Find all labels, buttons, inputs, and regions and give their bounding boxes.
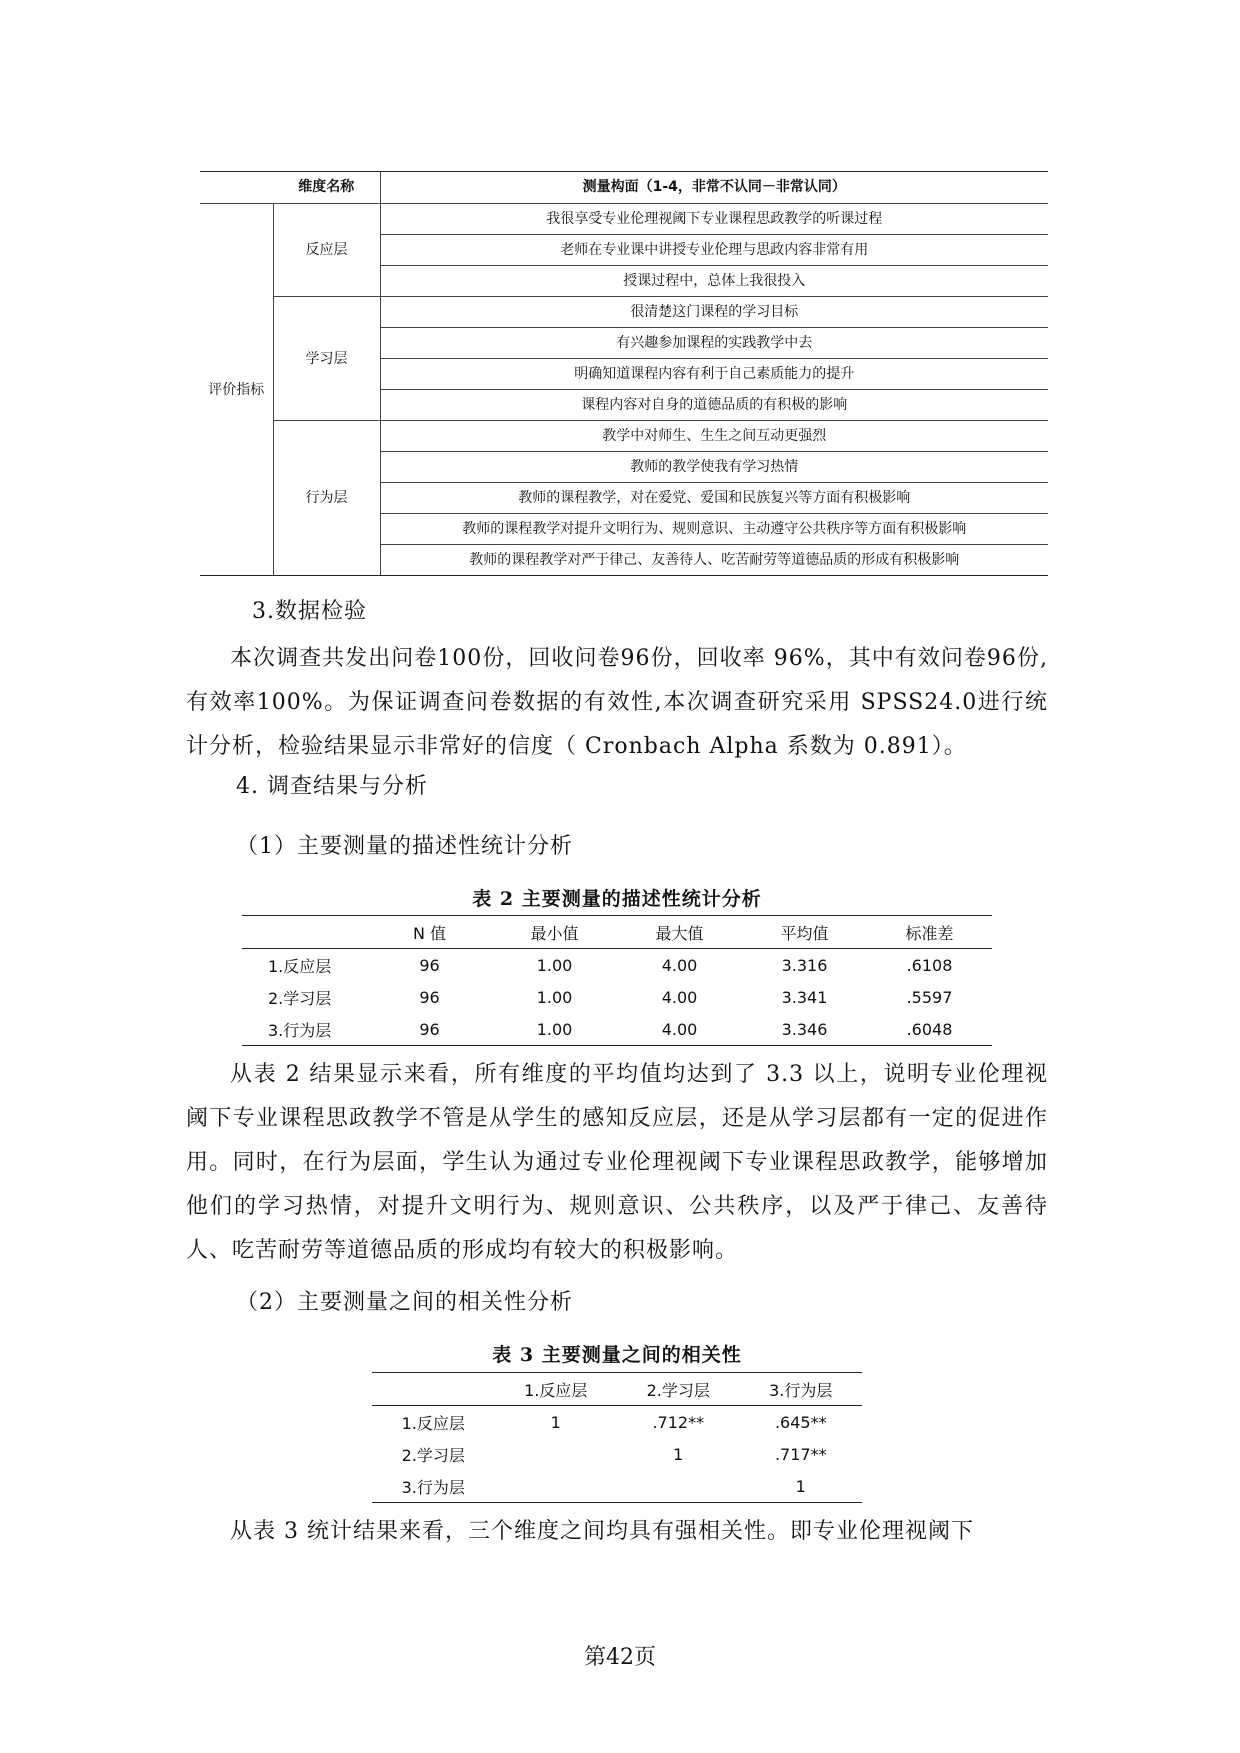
table1-item: 教学中对师生、生生之间互动更强烈 [380, 421, 1048, 452]
table2-header: 标准差 [867, 916, 992, 949]
table1-header-items: 测量构面（1-4，非常不认同－非常认同） [380, 172, 1048, 204]
table2-cell: 3.行为层 [242, 1013, 367, 1046]
table3-cell: 1 [550, 1412, 561, 1432]
table3-cell [495, 1438, 618, 1470]
table2-cell: .6108 [906, 955, 953, 975]
section-heading-data-check: 3.数据检验 [252, 599, 367, 624]
table2-header: 最大值 [617, 916, 742, 949]
table2-header: 平均值 [742, 916, 867, 949]
subheading-descriptive: （1）主要测量的描述性统计分析 [236, 834, 573, 859]
table2-header: N 值 [367, 916, 492, 949]
table1-item: 教师的课程教学，对在爱党、爱国和民族复兴等方面有积极影响 [380, 483, 1048, 514]
table2-cell: 3.341 [781, 987, 828, 1007]
table1-item: 教师的课程教学对提升文明行为、规则意识、主动遵守公共秩序等方面有积极影响 [380, 514, 1048, 545]
table1-item: 明确知道课程内容有利于自己素质能力的提升 [380, 359, 1048, 390]
table2-cell: 3.346 [742, 1013, 867, 1046]
table3-cell [617, 1470, 740, 1503]
page-number: 第42页 [584, 1645, 656, 1670]
correlation-table [372, 1372, 862, 1503]
table3-cell: 1.反应层 [401, 1413, 465, 1433]
descriptive-stats-table [242, 915, 992, 1046]
table1-item: 我很享受专业伦理视阈下专业课程思政教学的听课过程 [380, 204, 1048, 235]
table2-cell: 96 [419, 955, 440, 975]
table2-cell: 1.反应层 [268, 956, 332, 976]
table2-header [242, 916, 367, 949]
table1-dimension-learning: 学习层 [273, 297, 380, 421]
table1-item: 有兴趣参加课程的实践教学中去 [380, 328, 1048, 359]
table2-cell: 96 [367, 1013, 492, 1046]
table3-cell: .717** [774, 1444, 827, 1464]
table3-cell: 3.行为层 [372, 1470, 495, 1503]
table2-cell: 96 [419, 987, 440, 1007]
table2-cell: .6048 [867, 1013, 992, 1046]
table1-indicator-cell: 评价指标 [200, 204, 273, 576]
table1-header-empty [200, 172, 273, 204]
table3-cell: 1 [673, 1444, 684, 1464]
table1-dimension-reaction: 反应层 [273, 204, 380, 297]
table3-header: 1.反应层 [495, 1373, 618, 1406]
table1-item: 教师的教学使我有学习热情 [380, 452, 1048, 483]
table3-cell [495, 1470, 618, 1503]
evaluation-indicator-table [200, 171, 1048, 576]
table3-header: 3.行为层 [740, 1373, 863, 1406]
table-row [242, 949, 992, 982]
table1-item: 授课过程中，总体上我很投入 [380, 266, 1048, 297]
table3-cell: 2.学习层 [401, 1445, 465, 1465]
table2-cell: 1.00 [536, 955, 573, 975]
table1-item: 课程内容对自身的道德品质的有积极的影响 [380, 390, 1048, 421]
table-row [242, 981, 992, 1013]
table-row [372, 1406, 862, 1439]
table3-header: 2.学习层 [617, 1373, 740, 1406]
table2-cell: 4.00 [661, 955, 698, 975]
table3-cell: .712** [652, 1412, 705, 1432]
table-row [242, 1013, 992, 1046]
table2-cell: 4.00 [617, 1013, 742, 1046]
table1-dimension-behavior: 行为层 [273, 421, 380, 576]
table3-header [372, 1373, 495, 1406]
table3-cell: .645** [774, 1412, 827, 1432]
subheading-correlation: （2）主要测量之间的相关性分析 [236, 1290, 573, 1315]
paragraph-data-check: 本次调查共发出问卷100份，回收问卷96份，回收率 96%，其中有效问卷96份,有效率100%。为保证调查问卷数据的有效性,本次调查研究采用 SPSS24.0进行统计分析，检验结果显示非常好的信度（ Cronbach Alpha 系数为 0.891）。 [186, 646, 1048, 759]
table2-cell: 1.00 [536, 987, 573, 1007]
table2-cell: 2.学习层 [268, 988, 332, 1008]
table2-cell: 3.316 [781, 955, 828, 975]
table1-item: 教师的课程教学对严于律己、友善待人、吃苦耐劳等道德品质的形成有积极影响 [380, 545, 1048, 576]
table1-header-dimension: 维度名称 [273, 172, 380, 204]
section-heading-results: 4. 调查结果与分析 [236, 774, 428, 799]
paragraph-table3-analysis: 从表 3 统计结果来看，三个维度之间均具有强相关性。即专业伦理视阈下 [230, 1519, 974, 1544]
table3-caption: 表 3 主要测量之间的相关性 [492, 1344, 742, 1366]
table3-cell: 1 [740, 1470, 863, 1503]
table-row [372, 1470, 862, 1503]
table-row [372, 1438, 862, 1470]
table2-caption: 表 2 主要测量的描述性统计分析 [472, 888, 762, 910]
table1-item: 很清楚这门课程的学习目标 [380, 297, 1048, 328]
paragraph-table2-analysis: 从表 2 结果显示来看，所有维度的平均值均达到了 3.3 以上，说明专业伦理视阈下专业课程思政教学不管是从学生的感知反应层，还是从学习层都有一定的促进作用。同时，在行为层面，学生认为通过专业伦理视阈下专业课程思政教学，能够增加他们的学习热情，对提升文明行为、规则意识、公共秩序，以及严于律己、友善待人、吃苦耐劳等道德品质的形成均有较大的积极影响。 [186, 1062, 1048, 1263]
table1-item: 老师在专业课中讲授专业伦理与思政内容非常有用 [380, 235, 1048, 266]
table2-cell: 1.00 [492, 1013, 617, 1046]
table2-cell: 4.00 [661, 987, 698, 1007]
table2-cell: .5597 [906, 987, 953, 1007]
table2-header: 最小值 [492, 916, 617, 949]
